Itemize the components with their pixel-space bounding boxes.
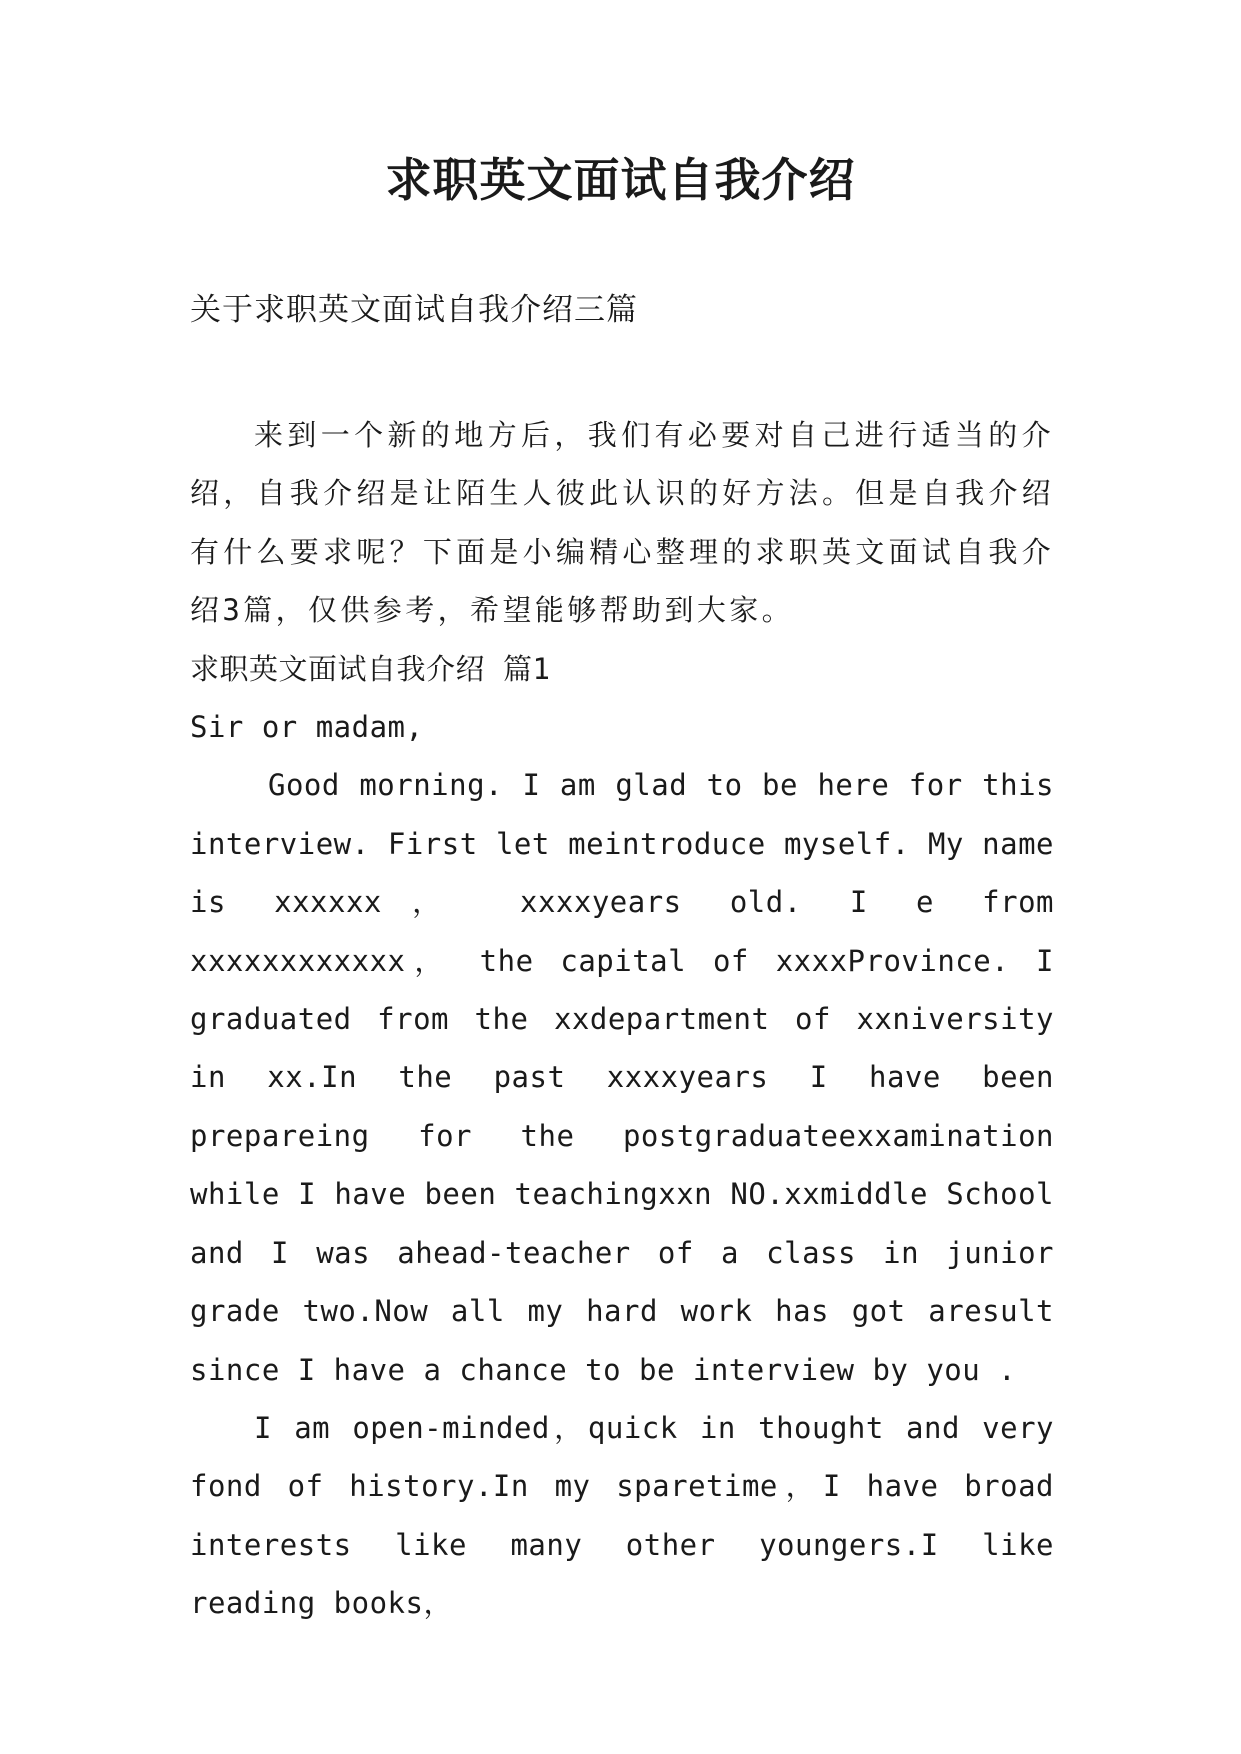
document-title: 求职英文面试自我介绍 xyxy=(385,153,856,207)
intro-paragraph: 来到一个新的地方后，我们有必要对自己进行适当的介绍，自我介绍是让陌生人彼此认识的好方法。但是自我介绍有什么要求呢？下面是小编精心整理的求职英文面试自我介绍3篇，仅供参考，希望能够帮助到大家。 xyxy=(190,418,1054,628)
salutation: Sir or madam, xyxy=(190,710,424,745)
section-heading: 求职英文面试自我介绍 篇1 xyxy=(190,651,551,686)
body-paragraph-2: I am open-minded，quick in thought and very fond of history.In my sparetime，I have broad interests like many other youngers.I like reading books， xyxy=(190,1410,1054,1621)
document-body xyxy=(190,406,1054,1633)
body-paragraph-1: Good morning. I am glad to be here for this interview. First let meintroduce myself. My name is xxxxxx， xxxxyears old. I e from xxxxxxxxxxxx， the capital of xxxxProvince. I graduated from the xxdepartment of xxniversity in xx.In the past xxxxyears I have been prepareing for the postgraduateexxamination while I have been teachingxxn NO.xxmiddle School and I was ahead-teacher of a class in junior grade two.Now all my hard work has got aresult since I have a chance to be interview by you . xyxy=(190,768,1054,1387)
document-subtitle: 关于求职英文面试自我介绍三篇 xyxy=(190,292,638,328)
